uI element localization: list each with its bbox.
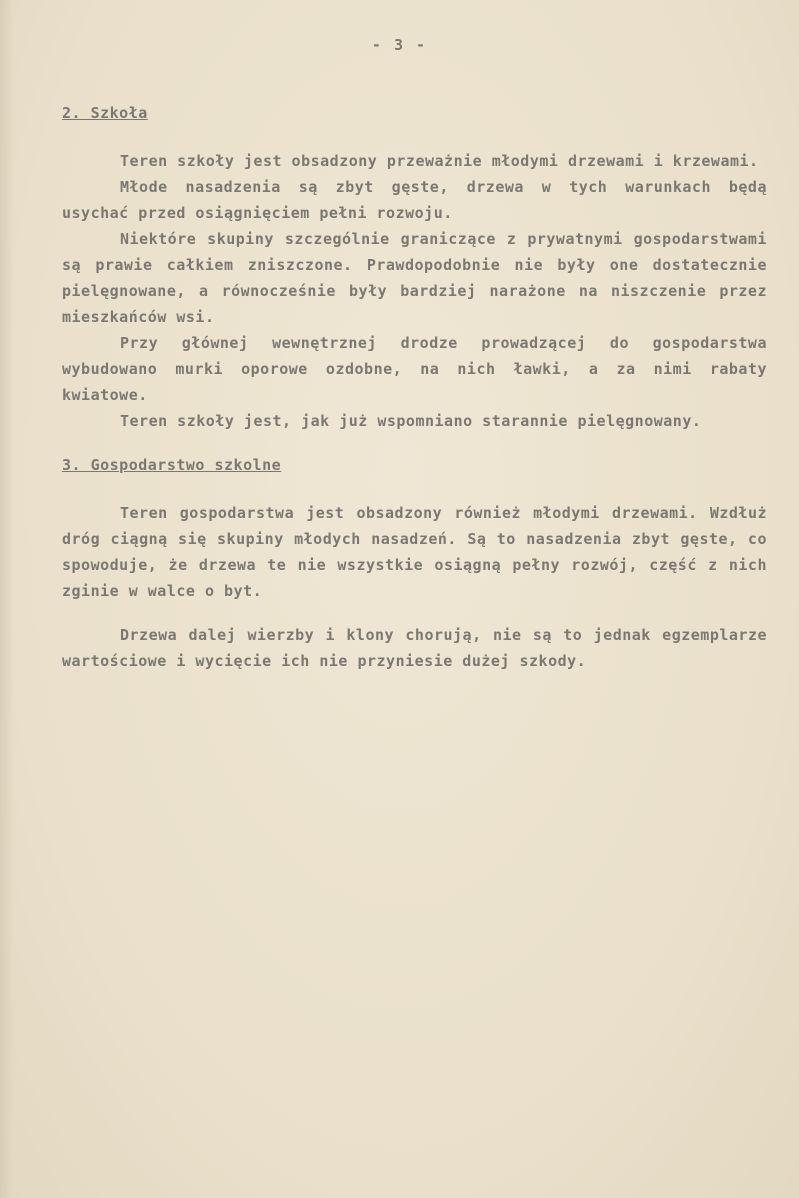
paragraph: Młode nasadzenia są zbyt gęste, drzewa w tych warunkach będą usychać przed osiągnięciem pełni rozwoju. xyxy=(62,178,767,222)
paragraph: Niektóre skupiny szczególnie graniczące z prywatnymi gospodarstwami są prawie całkiem zniszczone. Prawdopodobnie nie były one dostatecznie pielęgnowane, a równocześnie były bardziej narażone na niszczenie przez mieszkańców wsi. xyxy=(62,230,767,326)
paragraph: Drzewa dalej wierzby i klony chorują, nie są to jednak egzemplarze wartościowe i wycięcie ich nie przyniesie dużej szkody. xyxy=(62,626,767,670)
section-heading-farm: 3. Gospodarstwo szkolne xyxy=(62,456,282,474)
paragraph: Teren szkoły jest, jak już wspomniano starannie pielęgnowany. xyxy=(120,412,702,430)
page-number: - 3 - xyxy=(371,36,428,54)
section-heading-school: 2. Szkoła xyxy=(62,104,148,122)
paragraph: Teren szkoły jest obsadzony przeważnie młodymi drzewami i krzewami. xyxy=(120,152,759,170)
paragraph: Teren gospodarstwa jest obsadzony również młodymi drzewami. Wzdłuż dróg ciągną się skupiny młodych nasadzeń. Są to nasadzenia zbyt gęste, co spowoduje, że drzewa te nie wszystkie osiągną pełny rozwój, część z nich zginie w walce o byt. xyxy=(62,504,767,600)
page-edge-shadow xyxy=(0,0,14,1198)
document-body xyxy=(62,100,767,674)
paragraph: Przy głównej wewnętrznej drodze prowadzącej do gospodarstwa wybudowano murki oporowe ozdobne, na nich ławki, a za nimi rabaty kwiatowe. xyxy=(62,334,767,404)
